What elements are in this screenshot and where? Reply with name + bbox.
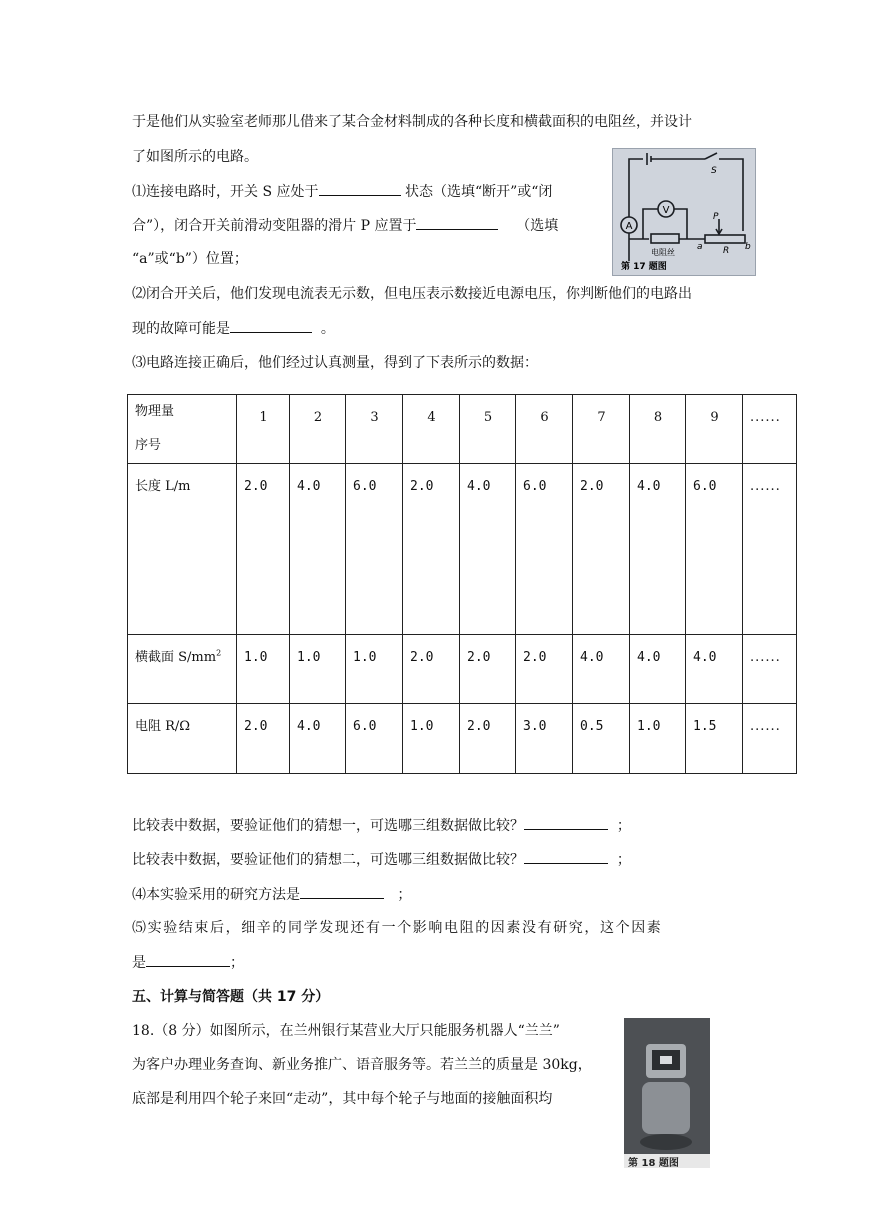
table-cell: 6.0 [346, 464, 403, 635]
comparison-question-1 [132, 815, 631, 836]
answer-blank-hypothesis-2[interactable] [524, 849, 608, 864]
table-header-cell: 6 [516, 395, 573, 464]
row-label-cross-section [128, 635, 237, 704]
table-cell: 4.0 [290, 704, 346, 774]
table-header-cell: 9 [686, 395, 743, 464]
answer-blank-method[interactable] [300, 884, 384, 899]
paragraph-line-2: 了如图所示的电路。 [132, 149, 258, 165]
section-5-title: 五、计算与简答题（共 17 分） [132, 989, 330, 1005]
table-cell: 2.0 [403, 464, 460, 635]
paragraph-line-1: 于是他们从实验室老师那儿借来了某合金材料制成的各种长度和横截面积的电阻丝，并设计 [132, 114, 692, 130]
cross-section-label: 横截面 S/mm [135, 650, 217, 665]
table-cell: 4.0 [630, 464, 686, 635]
ammeter-label: A [625, 221, 633, 232]
endpoint-b-label: b [745, 242, 751, 252]
slider-label: P [713, 212, 719, 222]
comparison-2-text: 比较表中数据，要验证他们的猜想二，可选哪三组数据做比较？ [132, 852, 524, 868]
question-4 [132, 884, 411, 905]
problem-18-line-3: 底部是利用四个轮子来回“走动”，其中每个轮子与地面的接触面积均 [132, 1091, 553, 1107]
table-cell-ellipsis: ...... [743, 635, 797, 704]
question-4-text: ⑷本实验采用的研究方法是 [132, 887, 300, 903]
header-index-label: 序号 [135, 438, 162, 453]
question-4-end: ； [397, 887, 412, 903]
table-cell: 1.0 [290, 635, 346, 704]
table-cell: 4.0 [630, 635, 686, 704]
resistor-wire-label: 电阻丝 [651, 248, 675, 257]
table-cell: 1.0 [346, 635, 403, 704]
voltmeter-label: V [662, 205, 670, 216]
answer-blank-fault[interactable] [230, 318, 312, 333]
table-cell-ellipsis: ...... [743, 704, 797, 774]
figure-18-caption: 第 18 题图 [628, 1158, 679, 1168]
table-header-row [128, 395, 797, 464]
question-5-line-2 [132, 952, 244, 973]
table-cell: 4.0 [460, 464, 516, 635]
problem-18-line-1: 18.（8 分）如图所示，在兰州银行某营业大厅只能服务机器人“兰兰” [132, 1023, 560, 1039]
robot-illustration [624, 1018, 710, 1168]
figure-17-caption: 第 17 题图 [621, 262, 667, 272]
answer-blank-switch-state[interactable] [319, 181, 401, 196]
table-cell: 4.0 [573, 635, 630, 704]
question-1-text-b: 状态（选填“断开”或“闭 [404, 184, 553, 200]
data-table [127, 394, 797, 774]
table-cell: 2.0 [237, 704, 290, 774]
switch-label: S [711, 166, 717, 176]
table-cell: 2.0 [237, 464, 290, 635]
table-cell: 0.5 [573, 704, 630, 774]
comparison-2-end: ； [616, 852, 631, 868]
table-cell: 4.0 [686, 635, 743, 704]
answer-blank-slider-position[interactable] [416, 215, 498, 230]
problem-18-line-2: 为客户办理业务查询、新业务推广、语音服务等。若兰兰的质量是 30kg， [132, 1057, 592, 1073]
table-cell: 1.0 [403, 704, 460, 774]
table-cell: 6.0 [686, 464, 743, 635]
table-header-cell: 5 [460, 395, 516, 464]
circuit-figure [612, 148, 756, 276]
table-cell: 3.0 [516, 704, 573, 774]
table-cell: 1.0 [630, 704, 686, 774]
question-2-line-1: ⑵闭合开关后，他们发现电流表无示数，但电压表示数接近电源电压，你判断他们的电路出 [132, 286, 692, 302]
table-row [128, 464, 797, 635]
row-label-length: 长度 L/m [128, 464, 237, 635]
table-cell: 1.0 [237, 635, 290, 704]
question-1-line-1 [132, 181, 552, 202]
endpoint-a-label: a [697, 242, 703, 252]
table-cell: 1.5 [686, 704, 743, 774]
question-5-end: ； [230, 955, 244, 971]
answer-blank-hypothesis-1[interactable] [524, 815, 608, 830]
cross-section-unit-exponent: 2 [216, 648, 222, 658]
table-cell: 4.0 [290, 464, 346, 635]
question-1-text-a: ⑴连接电路时，开关 S 应处于 [132, 184, 319, 200]
circuit-diagram [613, 149, 755, 275]
question-2-line-2 [132, 318, 335, 339]
table-cell: 2.0 [460, 704, 516, 774]
comparison-1-end: ； [616, 818, 631, 834]
table-header-cell: 7 [573, 395, 630, 464]
question-5-line-1: ⑸实验结束后，细辛的同学发现还有一个影响电阻的因素没有研究，这个因素 [132, 920, 663, 936]
table-header-cell: 2 [290, 395, 346, 464]
row-label-resistance: 电阻 R/Ω [128, 704, 237, 774]
comparison-question-2 [132, 849, 631, 870]
question-3-intro: ⑶电路连接正确后，他们经过认真测量，得到了下表所示的数据： [132, 355, 538, 371]
table-row [128, 635, 797, 704]
answer-blank-factor[interactable] [146, 952, 230, 967]
rheostat-label: R [723, 246, 730, 256]
table-header-cell: 4 [403, 395, 460, 464]
question-2-text-a: 现的故障可能是 [132, 321, 230, 337]
question-2-text-b: 。 [320, 321, 335, 337]
table-cell: 6.0 [516, 464, 573, 635]
question-1-text-c: 合”），闭合开关前滑动变阻器的滑片 P 应置于 [132, 218, 417, 234]
table-header-cell: 8 [630, 395, 686, 464]
table-header-corner [128, 395, 237, 464]
table-cell: 2.0 [573, 464, 630, 635]
table-header-cell: 1 [237, 395, 290, 464]
question-1-text-d: （选填 [516, 218, 559, 234]
robot-photo [624, 1018, 710, 1168]
question-1-line-3: “a”或“b”）位置； [132, 251, 248, 267]
table-cell: 2.0 [516, 635, 573, 704]
comparison-1-text: 比较表中数据，要验证他们的猜想一，可选哪三组数据做比较？ [132, 818, 524, 834]
table-cell: 2.0 [460, 635, 516, 704]
table-row [128, 704, 797, 774]
table-cell: 6.0 [346, 704, 403, 774]
table-header-cell: 3 [346, 395, 403, 464]
question-5-text: 是 [132, 955, 146, 971]
table-cell: 2.0 [403, 635, 460, 704]
table-header-ellipsis: ...... [743, 395, 797, 464]
header-quantity-label: 物理量 [135, 404, 175, 419]
table-cell-ellipsis: ...... [743, 464, 797, 635]
question-1-line-2 [132, 215, 558, 236]
